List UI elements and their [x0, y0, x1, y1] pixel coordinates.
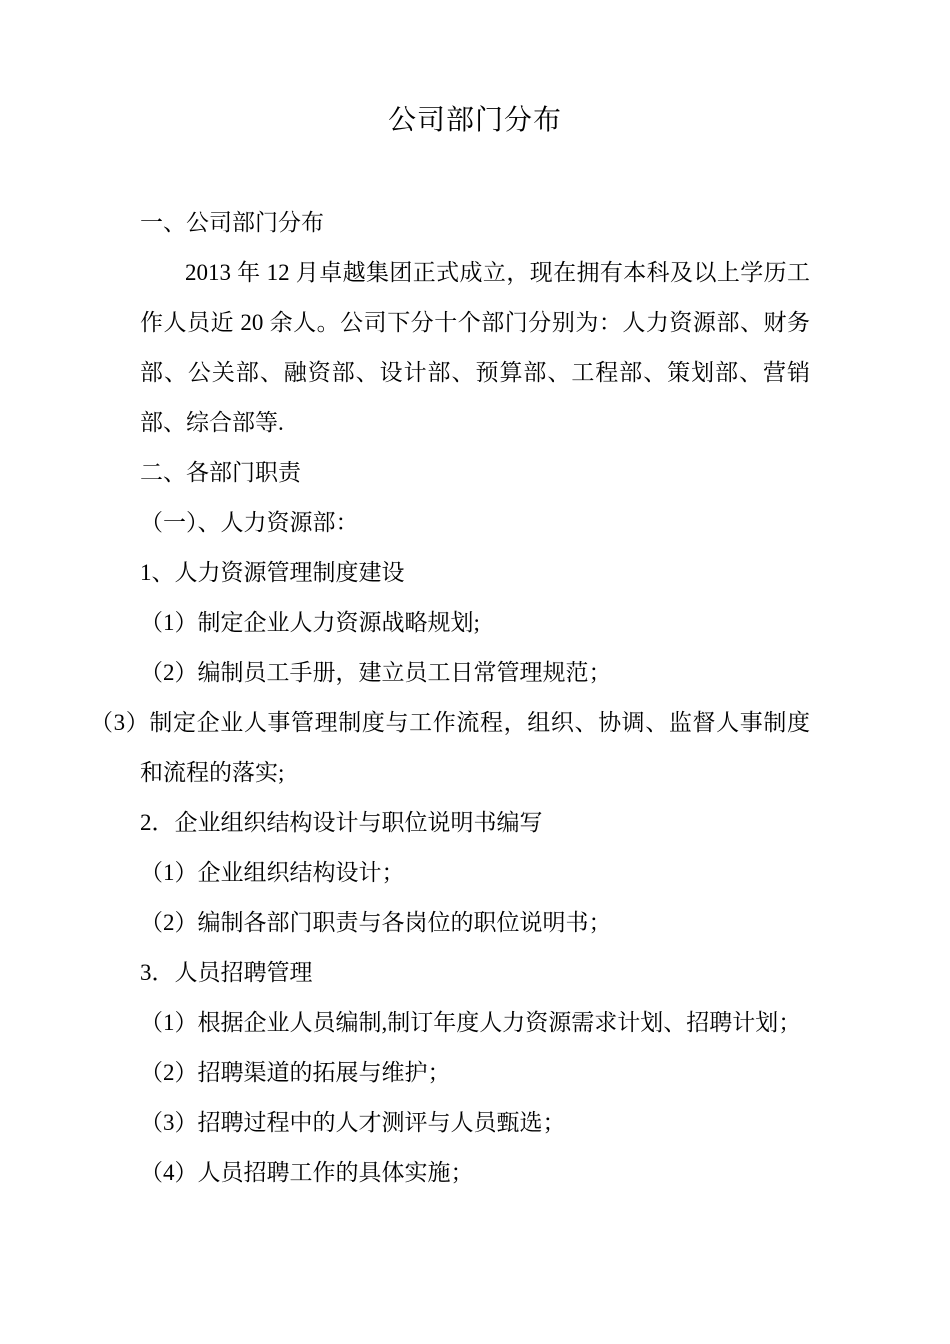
list-item: 1、人力资源管理制度建设	[140, 560, 405, 585]
list-item: （3）招聘过程中的人才测评与人员甄选；	[140, 1110, 566, 1135]
list-item: 2．企业组织结构设计与职位说明书编写	[140, 810, 543, 835]
document-body	[90, 198, 810, 1198]
body-paragraph: 2013 年 12 月卓越集团正式成立，现在拥有本科及以上学历工作人员近 20 余人。公司下分十个部门分别为：人力资源部、财务部、公关部、融资部、设计部、预算部、工程部、策划部、营销部、综合部等.	[140, 260, 810, 435]
list-item: （3）制定企业人事管理制度与工作流程，组织、协调、监督人事制度和流程的落实;	[90, 710, 810, 785]
list-item: （1）根据企业人员编制,制订年度人力资源需求计划、招聘计划；	[140, 1010, 802, 1035]
document-title: 公司部门分布	[387, 105, 562, 136]
list-item: 3．人员招聘管理	[140, 960, 313, 985]
section-heading: 一、公司部门分布	[140, 210, 324, 235]
list-item: （1）企业组织结构设计；	[140, 860, 405, 885]
list-item: （2）编制员工手册，建立员工日常管理规范；	[140, 660, 612, 685]
list-item: （2）编制各部门职责与各岗位的职位说明书；	[140, 910, 612, 935]
list-item: （4）人员招聘工作的具体实施；	[140, 1160, 474, 1185]
section-heading: （一）、人力资源部：	[140, 510, 359, 535]
section-heading: 二、各部门职责	[140, 460, 301, 485]
list-item: （1）制定企业人力资源战略规划;	[140, 610, 480, 635]
list-item: （2）招聘渠道的拓展与维护；	[140, 1060, 451, 1085]
